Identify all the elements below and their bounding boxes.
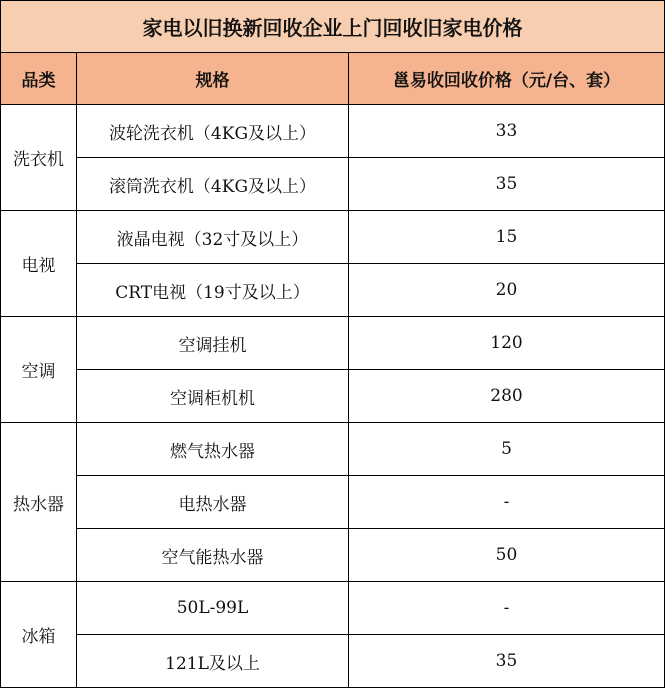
spec-cell: 液晶电视（32寸及以上） [77, 211, 349, 264]
table-row [1, 317, 665, 370]
table-row [1, 211, 665, 264]
price-cell: 50 [349, 529, 665, 582]
header-price: 邕易收回收价格（元/台、套） [349, 53, 665, 105]
spec-cell: 50L-99L [77, 582, 349, 635]
spec-cell: 电热水器 [77, 476, 349, 529]
table-row [1, 582, 665, 635]
category-cell: 洗衣机 [1, 105, 77, 211]
price-cell: 120 [349, 317, 665, 370]
price-cell: - [349, 582, 665, 635]
table-row [1, 105, 665, 158]
spec-cell: CRT电视（19寸及以上） [77, 264, 349, 317]
spec-cell: 空调柜机机 [77, 370, 349, 423]
spec-cell: 空气能热水器 [77, 529, 349, 582]
price-cell: - [349, 476, 665, 529]
header-row [1, 53, 665, 105]
category-cell: 空调 [1, 317, 77, 423]
spec-cell: 燃气热水器 [77, 423, 349, 476]
spec-cell: 空调挂机 [77, 317, 349, 370]
header-category: 品类 [1, 53, 77, 105]
table-row [1, 423, 665, 476]
spec-cell: 滚筒洗衣机（4KG及以上） [77, 158, 349, 211]
table-row [1, 529, 665, 582]
table-row [1, 370, 665, 423]
category-cell: 冰箱 [1, 582, 77, 688]
category-cell: 电视 [1, 211, 77, 317]
title-row [1, 1, 665, 53]
price-cell: 35 [349, 635, 665, 688]
price-cell: 5 [349, 423, 665, 476]
spec-cell: 波轮洗衣机（4KG及以上） [77, 105, 349, 158]
price-cell: 33 [349, 105, 665, 158]
table-row [1, 476, 665, 529]
price-cell: 280 [349, 370, 665, 423]
price-cell: 20 [349, 264, 665, 317]
category-cell: 热水器 [1, 423, 77, 582]
price-cell: 15 [349, 211, 665, 264]
table-row [1, 635, 665, 688]
price-cell: 35 [349, 158, 665, 211]
table-row [1, 264, 665, 317]
spec-cell: 121L及以上 [77, 635, 349, 688]
table-row [1, 158, 665, 211]
header-spec: 规格 [77, 53, 349, 105]
table-title: 家电以旧换新回收企业上门回收旧家电价格 [1, 1, 665, 53]
